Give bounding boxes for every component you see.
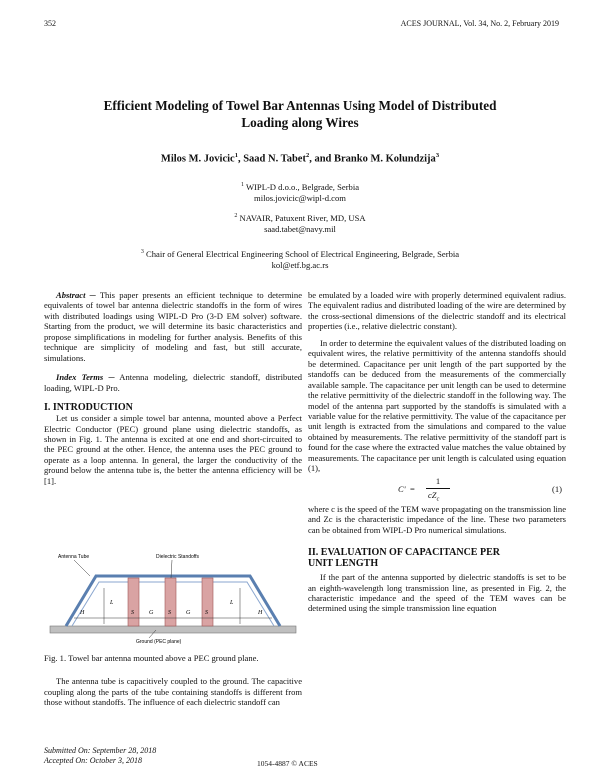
equation-denominator <box>428 490 439 505</box>
author-mark: 1 <box>234 152 238 159</box>
left-column <box>44 290 302 486</box>
label-antenna-tube: Antenna Tube <box>58 554 90 560</box>
left-column-bottom <box>44 653 302 708</box>
label-g: G <box>149 610 154 616</box>
affiliation-mark: 1 <box>240 182 244 188</box>
label-ground: Ground (PEC plane) <box>136 639 182 644</box>
abstract-dash: ─ <box>85 290 100 300</box>
equation-numerator: 1 <box>435 475 441 486</box>
dielectric-standoff <box>128 578 139 626</box>
label-h: H <box>80 610 85 616</box>
towel-bar-antenna-diagram <box>44 548 302 644</box>
fraction-bar <box>426 488 450 489</box>
author-mark: 2 <box>305 152 310 159</box>
abstract-text: This paper presents an efficient technique to determine equivalents of towel bar antenna dielectric standoffs in the form of wires with distributed loadings using WIPL-D Pro (3-D EM solver) software. Starting from the product, we will determine its basic characteristics and propose simplifications in modeling for further analysis. Benefits of this technique are simplicity of modeling and fast, but still accurate, simulations. <box>44 290 302 363</box>
author-name: Branko M. Kolundzija <box>334 153 436 165</box>
affiliation-email: kol@etf.bg.ac.rs <box>271 260 329 271</box>
section-heading-line-1: II. EVALUATION OF CAPACITANCE PER <box>308 547 500 559</box>
label-s: S <box>205 610 208 616</box>
section-heading: I. INTRODUCTION <box>44 402 133 414</box>
denominator-subscript: c <box>436 496 440 503</box>
label-l: L <box>110 600 114 606</box>
author-mark: 3 <box>435 152 440 159</box>
title-line-1: Efficient Modeling of Towel Bar Antennas Using Model of Distributed <box>103 98 497 113</box>
abstract-label: Abstract <box>56 290 86 300</box>
paragraph: be emulated by a loaded wire with properly determined equivalent radius. The equivalent radius and distributed loading of the wire are determined by the cross-sectional dimensions of the dielectric standoff and its electrical properties (i.e., relative dielectric constant). <box>308 290 566 332</box>
paragraph: Let us consider a simple towel bar antenna, mounted above a Perfect Electric Conductor (PEC) ground plane using dielectric standoffs, as shown in Fig. 1. The antenna is excited at one end and short-circuited to the PEC ground at the other. Hence, the antenna uses the PEC ground to operate as a loop antenna. In general, the larger the conductivity of the ground below the antenna tube is, the better the antenna efficiency will be [1]. <box>44 413 302 486</box>
right-column <box>308 290 566 614</box>
author-list <box>60 152 540 165</box>
index-terms-text: Antenna modeling, dielectric standoff, distributed loading, WIPL-D Pro. <box>44 372 303 393</box>
title-line-2: Loading along Wires <box>241 115 359 130</box>
author-separator: , and <box>309 153 334 165</box>
label-leader <box>74 560 90 576</box>
equation-equals: = <box>410 483 415 494</box>
submitted-date: Submitted On: September 28, 2018 <box>44 746 157 755</box>
paper-title <box>60 97 540 131</box>
page-number: 352 <box>44 19 56 28</box>
index-terms-label: Index Terms <box>56 372 104 383</box>
author-separator: , <box>237 153 244 165</box>
affiliation-email: saad.tabet@navy.mil <box>264 224 336 235</box>
label-h: H <box>258 610 263 616</box>
equation-number: (1) <box>552 483 562 494</box>
index-terms <box>44 372 302 393</box>
label-dielectric-standoffs: Dielectric Standoffs <box>156 554 199 560</box>
author-name: Saad N. Tabet <box>243 153 306 165</box>
section-heading-line-2: UNIT LENGTH <box>308 558 379 570</box>
figure-1 <box>44 548 302 644</box>
affiliation-org: NAVAIR, Patuxent River, MD, USA <box>239 212 366 223</box>
index-terms-dash: ─ <box>103 372 120 383</box>
affiliation-mark: 3 <box>140 249 144 255</box>
affiliation-mark: 2 <box>234 213 238 219</box>
figure-caption: Fig. 1. Towel bar antenna mounted above a PEC ground plane. <box>44 653 259 663</box>
issn-footer: 1054-4887 © ACES <box>257 759 318 768</box>
paragraph: If the part of the antenna supported by dielectric standoffs is set to be an eighth-wavelength long transmission line, as presented in Fig. 2, the characteristic impedance and the speed of the TEM waves can be determined using the simple transmission line equation <box>308 572 566 614</box>
paragraph: In order to determine the equivalent values of the distributed loading on equivalent wires, the relative permittivity of the antenna standoffs should be determined. Capacitance per unit length of the part supported by the standoffs can be deduced from the measurements of the commercially available sample. The capacitance per unit length can be used to determine the relative permittivity of the dielectric standoff in the following way. The model of the antenna part supported by the standoffs is simulated with a variable value for the relative permittivity. The value of the capacitance per unit length is extracted from the simulations and compared to the value obtained by measurements. The relative permittivity of the standoff part is found for the case where the extracted value matches the value obtained by measurements. The capacitance per unit length is calculated using equation (1), <box>308 337 566 474</box>
affiliation <box>60 211 540 236</box>
denominator-z: Z <box>431 489 437 500</box>
paragraph: where c is the speed of the TEM wave propagating on the transmission line and Zc is the characteristic impedance of the line. These two parameters can be obtained from WIPL-D Pro numerical simulations. <box>308 503 566 535</box>
dielectric-standoff <box>165 578 176 626</box>
affiliation <box>60 180 540 205</box>
affiliation-org: Chair of General Electrical Engineering School of Electrical Engineering, Belgrade, Serbia <box>146 248 460 259</box>
equation-lhs: C' <box>398 483 406 494</box>
paragraph: The antenna tube is capacitively coupled to the ground. The capacitive coupling along the parts of the tube containing standoffs is different from those without standoffs. The influence of each dielectric standoff can <box>44 676 302 708</box>
affiliation-org: WIPL-D d.o.o., Belgrade, Serbia <box>245 181 360 192</box>
equation-1 <box>308 474 566 504</box>
label-s: S <box>131 610 134 616</box>
abstract <box>44 290 302 363</box>
label-l: L <box>230 600 234 606</box>
running-header: ACES JOURNAL, Vol. 34, No. 2, February 2019 <box>400 19 559 28</box>
affiliation <box>60 247 540 272</box>
denominator-c: c <box>428 489 432 500</box>
affiliation-email: milos.jovicic@wipl-d.com <box>254 193 346 204</box>
label-s: S <box>168 610 171 616</box>
accepted-date: Accepted On: October 3, 2018 <box>44 756 142 765</box>
author-name: Milos M. Jovicic <box>160 153 235 165</box>
ground-plane <box>50 626 296 633</box>
label-g: G <box>186 610 191 616</box>
dielectric-standoff <box>202 578 213 626</box>
